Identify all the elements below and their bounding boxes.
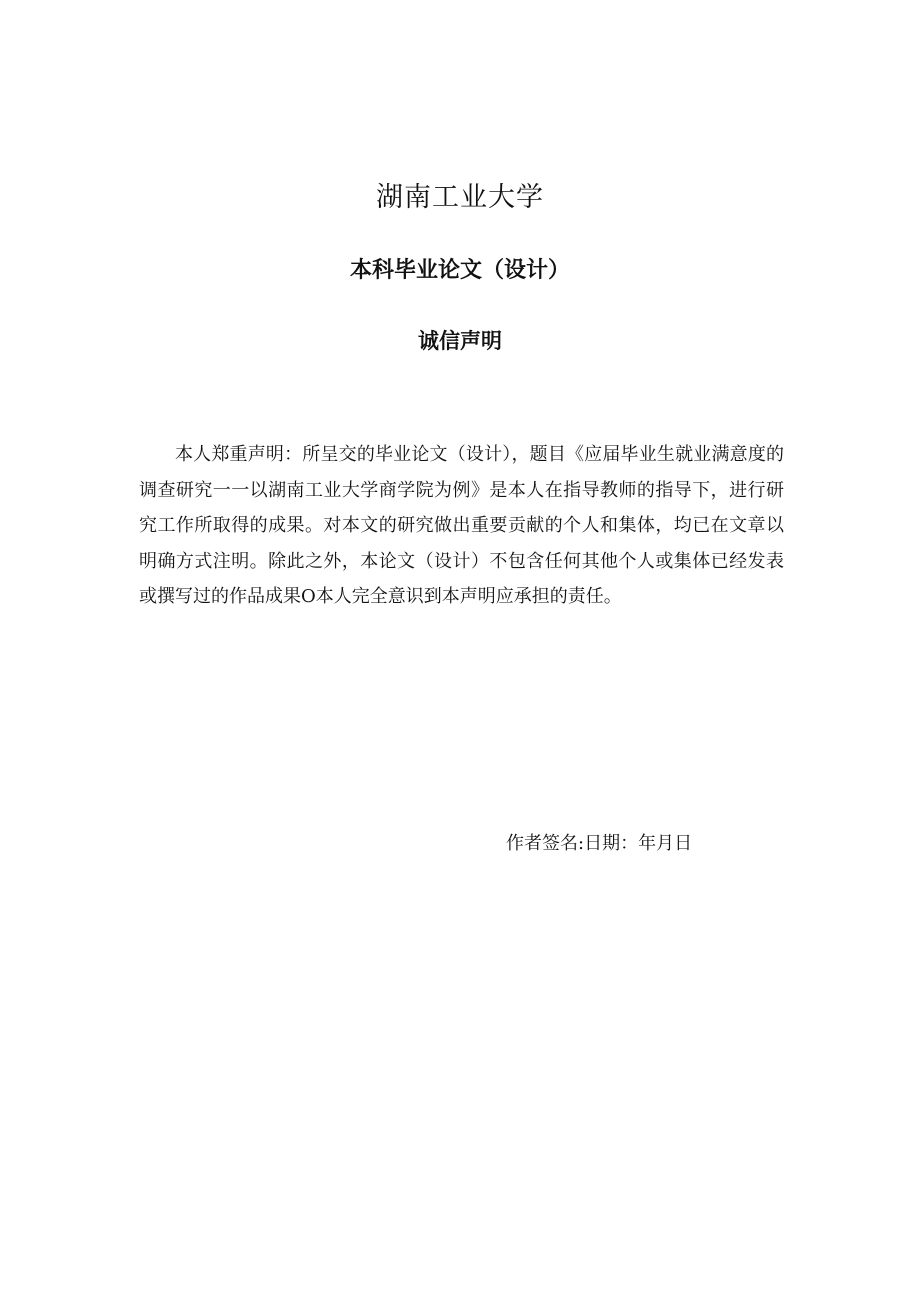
university-name: 湖南工业大学 (376, 182, 544, 213)
signature-date-line: 作者签名:日期：年月日 (506, 833, 693, 854)
declaration-body: 本人郑重声明：所呈交的毕业论文（设计），题目《应届毕业生就业满意度的调查研究一一以湖南工业大学商学院为例》是本人在指导教师的指导下，进行研究工作所取得的成果。对本文的研究做出重要贡献的个人和集体，均已在文章以明确方式注明。除此之外，本论文（设计）不包含任何其他个人或集体已经发表或撰写过的作品成果O本人完全意识到本声明应承担的责任。 (139, 444, 784, 608)
thesis-subtitle: 本科毕业论文（设计） (349, 258, 570, 283)
declaration-heading: 诚信声明 (418, 329, 502, 353)
